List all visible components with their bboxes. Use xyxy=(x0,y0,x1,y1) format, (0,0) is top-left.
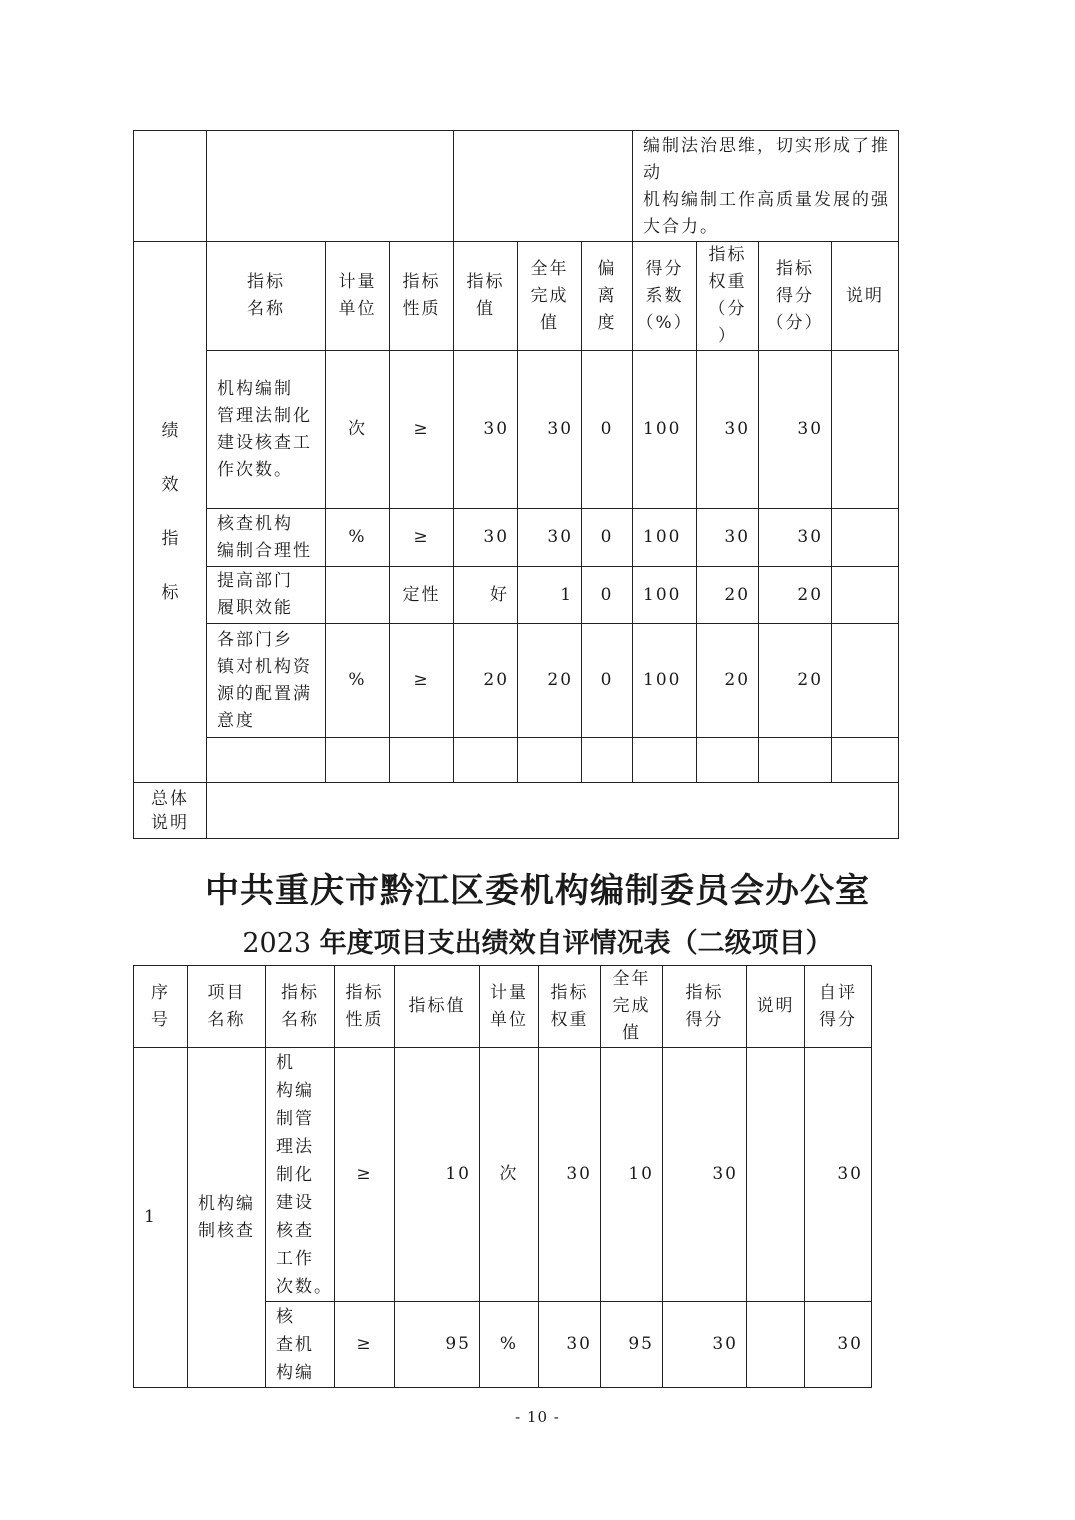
header-note: 说明 xyxy=(832,242,899,351)
table-row xyxy=(134,1048,872,1302)
score: 30 xyxy=(663,1302,747,1388)
done: 10 xyxy=(601,1048,663,1302)
performance-table-continued xyxy=(133,130,899,839)
nature: ≥ xyxy=(335,1048,395,1302)
blank-cell xyxy=(134,131,207,242)
done: 30 xyxy=(518,351,582,509)
target: 95 xyxy=(395,1302,480,1388)
indicator-name: 核 查机 构编 xyxy=(266,1302,335,1388)
weight: 20 xyxy=(697,624,759,738)
note xyxy=(832,351,899,509)
indicator-name: 机构编制 管理法制化 建设核查工 作次数。 xyxy=(207,351,326,509)
note xyxy=(832,567,899,624)
indicator-name: 核查机构 编制合理性 xyxy=(207,509,326,567)
target: 30 xyxy=(454,351,518,509)
deviation: 0 xyxy=(582,567,633,624)
score: 30 xyxy=(663,1048,747,1302)
unit xyxy=(326,567,390,624)
weight: 30 xyxy=(539,1048,601,1302)
nature: ≥ xyxy=(390,351,454,509)
done: 20 xyxy=(518,624,582,738)
document-subtitle xyxy=(0,922,1075,966)
header-annual-completion: 全年 完成 值 xyxy=(601,966,663,1048)
indicator-name: 机 构编 制管 理法 制化 建设 核查 工作 次数。 xyxy=(266,1048,335,1302)
seq-number: 1 xyxy=(134,1048,188,1388)
score: 20 xyxy=(759,624,832,738)
table-row xyxy=(134,567,899,624)
note xyxy=(832,624,899,738)
summary-text xyxy=(207,783,899,839)
header-indicator-name: 指标 名称 xyxy=(266,966,335,1048)
target: 30 xyxy=(454,509,518,567)
nature: ≥ xyxy=(390,624,454,738)
header-nature: 指标 性质 xyxy=(335,966,395,1048)
header-unit: 计量 单位 xyxy=(480,966,539,1048)
header-self-score: 自评 得分 xyxy=(805,966,872,1048)
indicator-name: 提高部门 履职效能 xyxy=(207,567,326,624)
section-label-performance-indicators: 绩 效 指 标 xyxy=(134,242,207,783)
empty-row xyxy=(134,738,899,783)
self-score: 30 xyxy=(805,1048,872,1302)
header-deviation: 偏 离 度 xyxy=(582,242,633,351)
blank-cell xyxy=(454,131,633,242)
deviation: 0 xyxy=(582,624,633,738)
nature: ≥ xyxy=(390,509,454,567)
indicator-name: 各部门乡 镇对机构资 源的配置满 意度 xyxy=(207,624,326,738)
score: 30 xyxy=(759,509,832,567)
table-row xyxy=(134,351,899,509)
page-number: - 10 - xyxy=(515,1408,560,1426)
deviation: 0 xyxy=(582,351,633,509)
header-indicator-score: 指标 得分 xyxy=(663,966,747,1048)
done: 1 xyxy=(518,567,582,624)
table-row xyxy=(134,509,899,567)
unit: 次 xyxy=(326,351,390,509)
unit: 次 xyxy=(480,1048,539,1302)
coefficient: 100 xyxy=(633,624,697,738)
header-unit: 计量 单位 xyxy=(326,242,390,351)
target: 20 xyxy=(454,624,518,738)
subtitle-text: 年度项目支出绩效自评情况表（二级项目） xyxy=(319,928,833,959)
summary-label: 总体 说明 xyxy=(134,783,207,839)
deviation: 0 xyxy=(582,509,633,567)
document-title: 中共重庆市黔江区委机构编制委员会办公室 xyxy=(205,871,870,911)
self-score: 30 xyxy=(805,1302,872,1388)
header-weight: 指标 权重 xyxy=(539,966,601,1048)
nature: 定性 xyxy=(390,567,454,624)
header-seq: 序 号 xyxy=(134,966,188,1048)
target: 10 xyxy=(395,1048,480,1302)
header-indicator-score: 指标 得分 （分） xyxy=(759,242,832,351)
coefficient: 100 xyxy=(633,567,697,624)
header-note: 说明 xyxy=(747,966,805,1048)
note xyxy=(832,509,899,567)
continued-description: 编制法治思维，切实形成了推动 机构编制工作高质量发展的强 大合力。 xyxy=(633,131,899,242)
score: 30 xyxy=(759,351,832,509)
note xyxy=(747,1302,805,1388)
score: 20 xyxy=(759,567,832,624)
unit: % xyxy=(326,624,390,738)
header-score-coefficient: 得分 系数 （%） xyxy=(633,242,697,351)
header-target-value: 指标 值 xyxy=(454,242,518,351)
weight: 30 xyxy=(539,1302,601,1388)
done: 95 xyxy=(601,1302,663,1388)
coefficient: 100 xyxy=(633,509,697,567)
done: 30 xyxy=(518,509,582,567)
weight: 30 xyxy=(697,351,759,509)
nature: ≥ xyxy=(335,1302,395,1388)
header-project-name: 项目 名称 xyxy=(188,966,266,1048)
subtitle-year: 2023 xyxy=(242,928,312,959)
note xyxy=(747,1048,805,1302)
weight: 20 xyxy=(697,567,759,624)
coefficient: 100 xyxy=(633,351,697,509)
blank-cell xyxy=(207,131,454,242)
header-weight: 指标 权重 （分 ） xyxy=(697,242,759,351)
weight: 30 xyxy=(697,509,759,567)
unit: % xyxy=(480,1302,539,1388)
header-target-value: 指标值 xyxy=(395,966,480,1048)
header-nature: 指标 性质 xyxy=(390,242,454,351)
target: 好 xyxy=(454,567,518,624)
project-name: 机构编 制核查 xyxy=(188,1048,266,1388)
header-annual-completion: 全年 完成 值 xyxy=(518,242,582,351)
header-indicator-name: 指标 名称 xyxy=(207,242,326,351)
unit: % xyxy=(326,509,390,567)
self-evaluation-table xyxy=(133,965,872,1388)
table-row xyxy=(134,624,899,738)
